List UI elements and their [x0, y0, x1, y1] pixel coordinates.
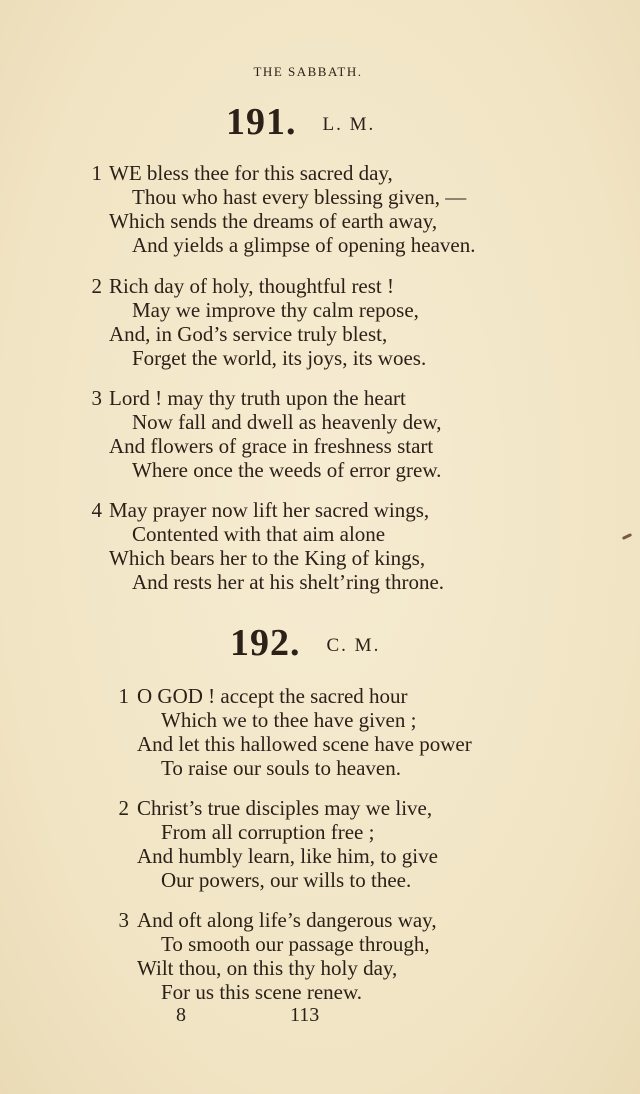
running-head: THE SABBATH.: [253, 64, 363, 79]
signature-mark: 8: [176, 1004, 186, 1026]
verse-line: Lord ! may thy truth upon the heart: [109, 386, 406, 410]
verse-line: To raise our souls to heaven.: [161, 756, 401, 780]
verse-line: Forget the world, its joys, its woes.: [132, 346, 427, 370]
hymn-192-stanza-3: [111, 908, 437, 1004]
verse-line: Contented with that aim alone: [132, 522, 386, 546]
verse-line: Wilt thou, on this thy holy day,: [137, 956, 398, 980]
verse-line: And rests her at his shelt’ring throne.: [132, 570, 445, 594]
hymn-number: 191.: [226, 101, 297, 143]
verse-line: To smooth our passage through,: [161, 932, 430, 956]
verse-line: Now fall and dwell as heavenly dew,: [132, 410, 442, 434]
verse-line: Which sends the dreams of earth away,: [109, 209, 438, 233]
verse-line: Rich day of holy, thoughtful rest !: [109, 274, 395, 298]
hymn-192-heading: [230, 621, 380, 665]
verse-line: May we improve thy calm repose,: [132, 298, 419, 322]
verse-line: And humbly learn, like him, to give: [137, 844, 438, 868]
verse-line: Christ’s true disciples may we live,: [137, 796, 433, 820]
hymn-192-stanza-2: [111, 796, 438, 892]
verse-line: For us this scene renew.: [161, 980, 363, 1004]
verse-line: O GOD ! accept the sacred hour: [137, 684, 408, 708]
hymn-191-stanza-2: [84, 274, 426, 370]
hymn-191-heading: [226, 100, 375, 144]
verse-line: May prayer now lift her sacred wings,: [109, 498, 430, 522]
verse-line: And yields a glimpse of opening heaven.: [132, 233, 476, 257]
stanza-number: 2: [118, 796, 129, 820]
stanza-number: 2: [91, 274, 102, 298]
stanza-number: 3: [91, 386, 102, 410]
verse-line: And, in God’s service truly blest,: [109, 322, 388, 346]
verse-line: Our powers, our wills to thee.: [161, 868, 412, 892]
hymn-191-stanza-4: [84, 498, 444, 594]
hymn-191-stanza-3: [84, 386, 441, 482]
verse-line: And let this hallowed scene have power: [137, 732, 472, 756]
page-number: 113: [290, 1004, 320, 1026]
hymn-191-stanza-1: [84, 161, 476, 257]
verse-line: WE bless thee for this sacred day,: [109, 161, 393, 185]
verse-line: Thou who hast every blessing given, —: [132, 185, 467, 209]
verse-line: Which bears her to the King of kings,: [109, 546, 426, 570]
verse-line: From all corruption free ;: [161, 820, 375, 844]
stanza-number: 4: [91, 498, 102, 522]
ink-speck: [622, 533, 632, 540]
stanza-number: 1: [91, 161, 102, 185]
stanza-number: 1: [118, 684, 129, 708]
hymn-meter: L. M.: [322, 114, 376, 135]
verse-line: Which we to thee have given ;: [161, 708, 417, 732]
hymn-meter: C. M.: [326, 635, 381, 656]
verse-line: And oft along life’s dangerous way,: [137, 908, 437, 932]
stanza-number: 3: [118, 908, 129, 932]
hymn-number: 192.: [230, 622, 301, 664]
verse-line: And flowers of grace in freshness start: [109, 434, 434, 458]
hymn-192-stanza-1: [111, 684, 472, 780]
verse-line: Where once the weeds of error grew.: [132, 458, 442, 482]
